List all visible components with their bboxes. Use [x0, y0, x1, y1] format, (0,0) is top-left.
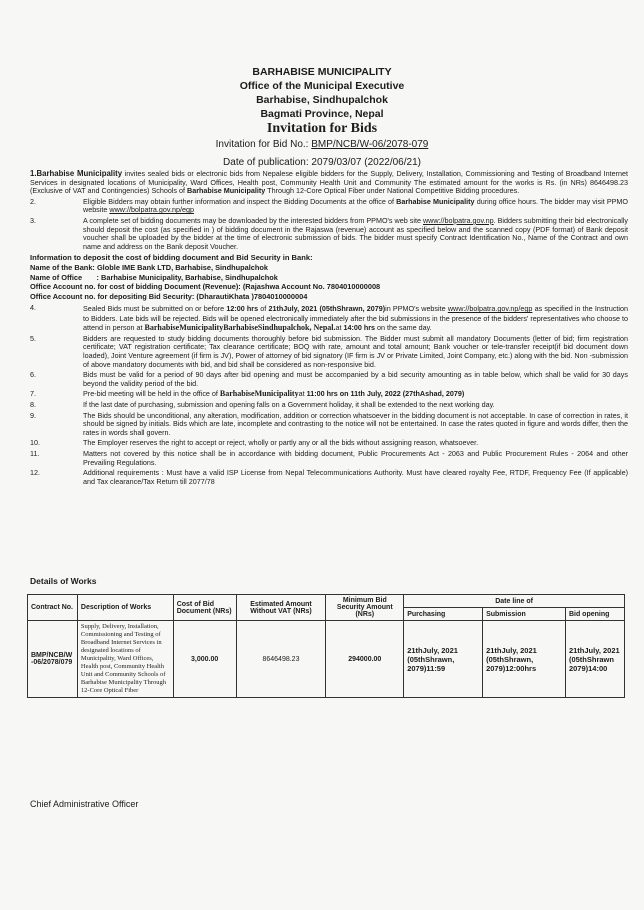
notice-body: [30, 170, 628, 488]
bid-number-line: [0, 139, 644, 150]
p7-venue: BarhabiseMunicipality: [219, 389, 299, 399]
paragraph-3: [30, 217, 628, 251]
p8-text: If the last date of purchasing, submission and opening falls on a Government holiday, it shall be extended to the next working day.: [83, 399, 495, 409]
p4-number: 4.: [30, 303, 36, 313]
p4-text2: of: [258, 304, 269, 314]
header-description: Description of Works: [77, 595, 173, 621]
p1-text: invites sealed bids or electronic bids from Nepalese eligible bidders for the Supply, Delivery, Installation, Commissioning and Testing of Broadband Internet Services in designated locations of Municipality, Ward Offices, Health post, Community Health Unit and Community The estimated amount for the works is Rs. (in NRs) 8646498.23 (Exclusive of VAT and Contingencies) Schools of: [30, 169, 628, 196]
works-table: [27, 594, 625, 698]
office-name: Office of the Municipal Executive: [239, 80, 405, 92]
p3-link[interactable]: www://bolpatra.gov.np: [422, 215, 494, 225]
p7-text2: at: [298, 389, 307, 399]
office-name-line: Name of Office : Barhabise Municipality, Barhabise, Sindhupalchok: [30, 272, 278, 282]
paragraph-2: [30, 198, 628, 215]
p2-text-end: during office hours. The bidder may visit PPMO website: [83, 196, 628, 215]
cell-submission: 21thJuly, 2021 (05thShrawn, 2079)12:00hrs: [483, 621, 566, 698]
cell-opening: 21thJuly, 2021 (05thShrawn 2079)14:00: [565, 621, 624, 698]
page-title: Invitation for Bids: [266, 121, 378, 136]
p11-number: 11.: [30, 448, 40, 458]
p12-number: 12.: [30, 468, 40, 478]
cell-cost: 3,000.00: [173, 621, 236, 698]
cell-contract-no: BMP/NCB/W-06/2078/079: [28, 621, 78, 698]
p4-text3: in PPMO's website: [385, 304, 448, 314]
works-section-title: Details of Works: [30, 576, 97, 586]
p1-bold-end: Barhabise Municipality: [187, 186, 266, 196]
p4-text: Sealed Bids must be submitted on or before: [83, 304, 227, 314]
paragraph-8: [30, 401, 628, 410]
p4-text6: on the same day.: [375, 323, 432, 333]
p10-number: 10.: [30, 438, 40, 448]
table-header-row: [28, 595, 625, 608]
cell-description: Supply, Delivery, Installation, Commissioning and Testing of Broadband Internet Services in designated locations of Municipality, Ward Offices, Health post, Community Health Unit and Community Schools of Barhabise Municipality Through 12-Core Optical Fiber: [77, 621, 173, 698]
p2-text: Eligible Bidders may obtain further information and inspect the Bidding Documents at the office of: [83, 196, 397, 206]
p10-text: The Employer reserves the right to accept or reject, wholly or partly any or all the bids without assigning reason, whatsoever.: [83, 438, 479, 448]
cell-minimum: 294000.00: [326, 621, 404, 698]
p12-text: Additional requirements : Must have a valid ISP License from Nepal Telecommunications Authority. Must have cleared royalty Fee, RTDF, Frequency Fee (If applicable) and Tax clearance/Tax Return till 2077/78: [83, 468, 628, 486]
bid-number-label: Invitation for Bid No.:: [215, 139, 312, 150]
header-submission: Submission: [483, 608, 566, 621]
p7-text: Pre-bid meeting will be held in the office of: [83, 389, 220, 399]
p1-lead: 1.Barhabise Municipality: [30, 169, 123, 178]
p1-text-end: Through 12-Core Optical Fiber under National Competitive Bidding procedures.: [265, 186, 520, 196]
header-opening: Bid opening: [565, 608, 624, 621]
table-row: [28, 621, 625, 698]
header-estimated: Estimated Amount Without VAT (NRs): [236, 595, 326, 621]
p2-number: 2.: [30, 196, 36, 206]
p4-date: 21thJuly, 2021 (05thShrawn, 2079): [268, 304, 386, 314]
p7-number: 7.: [30, 389, 36, 399]
p4-text4: as specified in the Instruction to Bidders. Late bids will be rejected. Bids will be opened electronically immediately after the bid submissions in the presence of the bidders' representatives who choose to attend in person at: [83, 304, 629, 333]
paragraph-9: [30, 412, 628, 438]
bank-info-heading: Information to deposit the cost of bidding document and Bid Security in Bank:: [30, 253, 313, 263]
p4-link[interactable]: www://bolpatra.gov.np/egp: [447, 304, 533, 314]
p8-number: 8.: [30, 399, 36, 409]
paragraph-10: [30, 439, 628, 448]
p9-text: The Bids should be unconditional, any alteration, modification, addition or correction whatsoever in the bidding document is not acceptable. In case of correction in rates, it should be signed by initials. Bids which are late, incomplete and contrasting to the notice will not be entertained. In case the rates quoted in figure and words differ, then the rates in words shall govern.: [83, 410, 628, 437]
revenue-account: Office Account no. for cost of bidding Document (Revenue): (Rajashwa Account No. 7804010000008: [30, 282, 381, 292]
p4-opening-time: 14:00 hrs: [343, 323, 376, 333]
cell-purchasing: 21thJuly, 2021 (05thShrawn, 2079)11:59: [404, 621, 483, 698]
header-cost: Cost of Bid Document (NRs): [173, 595, 236, 621]
paragraph-12: [30, 469, 628, 486]
p9-number: 9.: [30, 410, 36, 420]
p3-number: 3.: [30, 215, 36, 225]
cell-estimated: 8646498.23: [236, 621, 326, 698]
paragraph-1: [30, 170, 628, 196]
bid-number: BMP/NCB/W-06/2078-079: [311, 139, 429, 150]
municipality-name: BARHABISE MUNICIPALITY: [252, 66, 392, 78]
p4-text5: at: [335, 323, 344, 333]
p2-bold: Barhabise Municipality: [396, 196, 475, 206]
paragraph-7: [30, 390, 628, 399]
office-location: Barhabise, Sindhupalchok: [256, 94, 388, 106]
paragraph-11: [30, 450, 628, 467]
p5-number: 5.: [30, 333, 36, 343]
p2-link[interactable]: www://bolpatra.gov.np/egp: [109, 205, 194, 215]
p7-datetime: 11:00 hrs on 11th July, 2022 (27thAshad, 2079): [306, 389, 465, 399]
paragraph-5: [30, 335, 628, 369]
p4-time: 12:00 hrs: [226, 304, 259, 314]
security-account: Office Account no. for depositing Bid Security: (DharautiKhata )7804010000004: [30, 291, 308, 301]
header-minimum: Minimum Bid Security Amount (NRs): [326, 595, 404, 621]
signatory-title: Chief Administrative Officer: [30, 799, 139, 809]
header-date-line: Date line of: [404, 595, 625, 608]
p6-number: 6.: [30, 370, 36, 380]
header-contract-no: Contract No.: [28, 595, 78, 621]
bank-name: Name of the Bank: Globle IME Bank LTD, Barhabise, Sindhupalchok: [30, 262, 269, 272]
header-purchasing: Purchasing: [404, 608, 483, 621]
p4-venue: BarhabiseMunicipalityBarhabiseSindhupalchok, Nepal.: [144, 323, 336, 333]
paragraph-4: [30, 304, 628, 333]
paragraph-6: [30, 371, 628, 388]
p6-text: Bids must be valid for a period of 90 days after bid opening and must be accompanied by a bid security amounting as in table below, which shall be valid for 30 days beyond the validity period of the bid.: [83, 370, 628, 388]
publication-date: Date of publication: 2079/03/07 (2022/06/21): [223, 157, 421, 168]
office-province: Bagmati Province, Nepal: [260, 108, 384, 120]
p5-text: Bidders are requested to study bidding documents thoroughly before bid submission. The Bidder must submit all mandatory Documents (letter of bid; firm registration certificate; VAT registration certificate; Tax clearance certificate; BOQ with rate, amount and total amount; Bank voucher or tele-transfer receipt(if bid document down loaded), Joint Venture agreement (if firm is JV), Power of attorney of bid signatory (IF firm is JV or Private Limited, Joint Company, etc.) along with the bid. Non -submission of above mandatory documents with bid, and bid shall be considered as non-responsive bid.: [83, 333, 628, 369]
p3-text-end: . Bidders submitting their bid electronically should deposit the cost (as specified in ) of bidding document in the Rajaswa (revenue) account as specified below and the scanned copy (PDF format) of Bank deposit voucher shall be uploaded by the bidder at the time of electronic submission of bids. The bidder must specify Contract Identification No., Name of the Contract and own name and address on the Bank deposit Voucher.: [83, 215, 628, 251]
p11-text: Matters not covered by this notice shall be in accordance with bidding document, Public Procurements Act - 2063 and Public Procurement Rules - 2064 and other Prevailing Regulations.: [83, 448, 628, 467]
p3-text: A complete set of bidding documents may be downloaded by the interested bidders from PPMO's web site: [83, 215, 423, 225]
